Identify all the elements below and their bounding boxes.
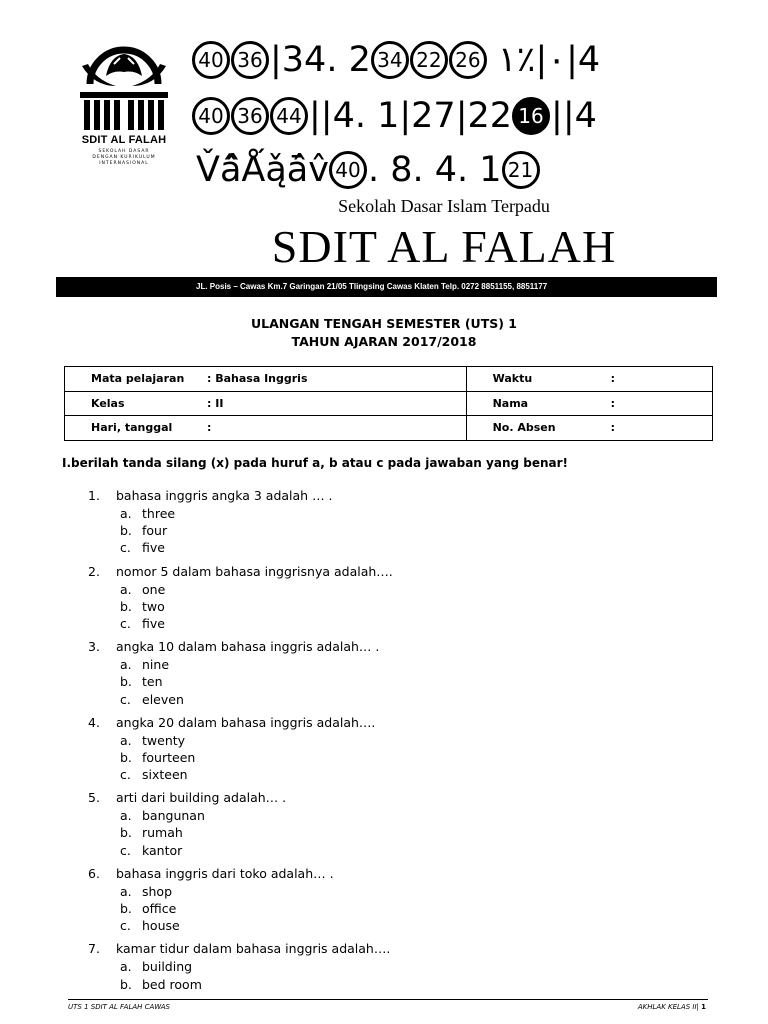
info-cell bbox=[65, 391, 467, 416]
hari-label: Hari, tanggal bbox=[91, 421, 173, 435]
exam-year: TAHUN AJARAN 2017/2018 bbox=[291, 334, 477, 349]
student-info-table bbox=[64, 366, 713, 441]
option-letter: a. bbox=[120, 506, 132, 521]
circled-number-filled: 16 bbox=[512, 97, 550, 135]
option-text: sixteen bbox=[142, 767, 188, 783]
option-text: five bbox=[142, 615, 165, 631]
option-text: eleven bbox=[142, 691, 184, 707]
footer-right-text bbox=[638, 1003, 706, 1011]
option-letter: b. bbox=[120, 976, 132, 992]
question-number: 6. bbox=[88, 865, 100, 881]
info-cell bbox=[466, 391, 712, 416]
option-text: office bbox=[142, 901, 177, 916]
footer-divider bbox=[68, 999, 708, 1000]
question-number: 7. bbox=[88, 941, 100, 957]
option-letter: c. bbox=[120, 540, 131, 556]
question-number: 3. bbox=[88, 639, 100, 655]
info-cell bbox=[466, 416, 712, 441]
info-cell bbox=[65, 416, 467, 441]
absen-label: No. Absen bbox=[492, 421, 556, 435]
answer-option bbox=[88, 807, 708, 824]
question-item bbox=[88, 939, 708, 992]
option-letter: a. bbox=[120, 959, 132, 975]
question-text: kamar tidur dalam bahasa inggris adalah…. bbox=[116, 941, 391, 957]
logo-subtext: INTERNASIONAL bbox=[99, 161, 149, 166]
option-text: rumah bbox=[142, 825, 183, 841]
option-letter: c. bbox=[120, 615, 131, 631]
logo-school-name: SDIT AL FALAH bbox=[81, 134, 167, 146]
question-text: arti dari building adalah… . bbox=[116, 790, 287, 806]
kelas-value: : II bbox=[207, 396, 224, 410]
option-letter: c. bbox=[120, 918, 131, 934]
option-text: bangunan bbox=[142, 808, 205, 824]
option-text: fourteen bbox=[142, 749, 196, 765]
option-text: two bbox=[142, 598, 165, 614]
table-row bbox=[65, 391, 713, 416]
circled-number: 36 bbox=[231, 97, 269, 135]
question-line bbox=[88, 486, 708, 505]
code-text: ٠|٪١|4 bbox=[497, 40, 601, 80]
question-text: nomor 5 dalam bahasa inggrisnya adalah…. bbox=[116, 563, 393, 579]
answer-option bbox=[88, 598, 708, 615]
answer-option bbox=[88, 539, 708, 556]
question-list bbox=[88, 486, 708, 998]
question-line bbox=[88, 562, 708, 581]
school-logo bbox=[76, 36, 172, 166]
logo-emblem-icon bbox=[76, 36, 172, 136]
answer-option bbox=[88, 691, 708, 708]
answer-option bbox=[88, 581, 708, 598]
question-text: bahasa inggris dari toko adalah… . bbox=[116, 865, 334, 881]
circled-number: 22 bbox=[410, 41, 448, 79]
option-text: shop bbox=[142, 883, 173, 899]
header-code-line-3 bbox=[196, 148, 541, 192]
exam-title: ULANGAN TENGAH SEMESTER (UTS) 1 bbox=[251, 316, 517, 331]
page-number: 1 bbox=[701, 1003, 706, 1011]
option-text: five bbox=[142, 540, 165, 556]
footer-subject: AKHLAK KELAS II| bbox=[637, 1003, 699, 1011]
mapel-value: : Bahasa Inggris bbox=[207, 372, 308, 386]
code-text: ||4 bbox=[551, 96, 597, 136]
option-letter: b. bbox=[120, 523, 132, 539]
waktu-label: Waktu bbox=[492, 372, 533, 386]
option-letter: c. bbox=[120, 767, 131, 783]
question-number: 2. bbox=[88, 563, 100, 579]
question-line bbox=[88, 939, 708, 958]
option-letter: a. bbox=[120, 657, 132, 673]
option-text: kantor bbox=[142, 842, 183, 858]
school-name: SDIT AL FALAH bbox=[271, 221, 617, 272]
absen-value: : bbox=[610, 421, 615, 435]
code-text: V̌â̂Ǻą̌ā̂v̂ bbox=[196, 150, 329, 190]
circled-number: 40 bbox=[192, 97, 230, 135]
option-text: four bbox=[142, 523, 168, 539]
circled-number: 26 bbox=[449, 41, 487, 79]
circled-number: 44 bbox=[270, 97, 308, 135]
question-item bbox=[88, 486, 708, 557]
nama-value: : bbox=[610, 396, 615, 410]
option-letter: a. bbox=[120, 808, 132, 824]
answer-option bbox=[88, 976, 708, 993]
question-number: 1. bbox=[88, 488, 100, 503]
nama-label: Nama bbox=[492, 396, 529, 410]
circled-number: 36 bbox=[231, 41, 269, 79]
answer-option bbox=[88, 749, 708, 766]
option-letter: b. bbox=[120, 901, 132, 916]
option-letter: b. bbox=[120, 825, 132, 841]
answer-option bbox=[88, 900, 708, 917]
table-row bbox=[65, 367, 713, 392]
question-item bbox=[88, 637, 708, 708]
answer-option bbox=[88, 842, 708, 859]
address-bar: JL. Posis – Cawas Km.7 Garingan 21/05 Tlingsing Cawas Klaten Telp. 0272 8851155, 8851177 bbox=[56, 277, 717, 297]
question-text: angka 10 dalam bahasa inggris adalah… . bbox=[116, 639, 380, 655]
option-text: house bbox=[142, 918, 180, 934]
answer-option bbox=[88, 766, 708, 783]
footer-left-text: UTS 1 SDIT AL FALAH CAWAS bbox=[68, 1003, 170, 1011]
info-cell bbox=[65, 367, 467, 392]
option-letter: c. bbox=[120, 691, 131, 707]
option-letter: a. bbox=[120, 732, 132, 748]
option-letter: c. bbox=[120, 842, 131, 858]
question-number: 5. bbox=[88, 790, 100, 806]
answer-option bbox=[88, 883, 708, 900]
question-item bbox=[88, 788, 708, 859]
logo-subtext: DENGAN KURIKULUM bbox=[92, 155, 156, 160]
answer-option bbox=[88, 522, 708, 539]
question-line bbox=[88, 864, 708, 883]
question-line bbox=[88, 713, 708, 732]
school-subtitle: Sekolah Dasar Islam Terpadu bbox=[338, 196, 550, 216]
info-cell bbox=[466, 367, 712, 392]
question-item bbox=[88, 562, 708, 633]
question-line bbox=[88, 788, 708, 807]
instruction-text: I.berilah tanda silang (x) pada huruf a, b atau c pada jawaban yang benar! bbox=[62, 456, 569, 470]
answer-option bbox=[88, 505, 708, 522]
option-text: building bbox=[142, 959, 193, 975]
option-letter: b. bbox=[120, 749, 132, 765]
table-row bbox=[65, 416, 713, 441]
option-text: bed room bbox=[142, 976, 202, 992]
code-text: ||4. 1|27|22 bbox=[309, 96, 513, 136]
question-text: angka 20 dalam bahasa inggris adalah…. bbox=[116, 714, 376, 730]
option-text: nine bbox=[142, 657, 170, 673]
question-item bbox=[88, 713, 708, 784]
option-text: ten bbox=[142, 674, 163, 690]
circled-number: 21 bbox=[502, 151, 540, 189]
option-text: three bbox=[142, 506, 176, 521]
option-letter: a. bbox=[120, 883, 132, 899]
answer-option bbox=[88, 824, 708, 841]
circled-number: 34 bbox=[371, 41, 409, 79]
header-code-line-1 bbox=[192, 38, 600, 82]
code-text: |34. 2 bbox=[270, 40, 371, 80]
question-number: 4. bbox=[88, 714, 100, 730]
question-line bbox=[88, 637, 708, 656]
answer-option bbox=[88, 917, 708, 934]
header-code-line-2 bbox=[192, 94, 597, 138]
circled-number: 40 bbox=[329, 151, 367, 189]
option-text: one bbox=[142, 581, 166, 597]
answer-option bbox=[88, 615, 708, 632]
kelas-label: Kelas bbox=[91, 396, 125, 410]
answer-option bbox=[88, 732, 708, 749]
answer-option bbox=[88, 958, 708, 975]
question-item bbox=[88, 864, 708, 935]
option-letter: b. bbox=[120, 674, 132, 690]
circled-number: 40 bbox=[192, 41, 230, 79]
code-text: . 8. 4. 1 bbox=[367, 150, 502, 190]
answer-option bbox=[88, 656, 708, 673]
logo-subtext: SEKOLAH DASAR bbox=[98, 149, 150, 154]
option-letter: b. bbox=[120, 598, 132, 614]
answer-option bbox=[88, 673, 708, 690]
option-letter: a. bbox=[120, 581, 132, 597]
hari-value: : bbox=[207, 421, 212, 435]
option-text: twenty bbox=[142, 732, 186, 748]
question-text: bahasa inggris angka 3 adalah … . bbox=[116, 488, 333, 503]
mapel-label: Mata pelajaran bbox=[91, 372, 185, 386]
waktu-value: : bbox=[610, 372, 615, 386]
